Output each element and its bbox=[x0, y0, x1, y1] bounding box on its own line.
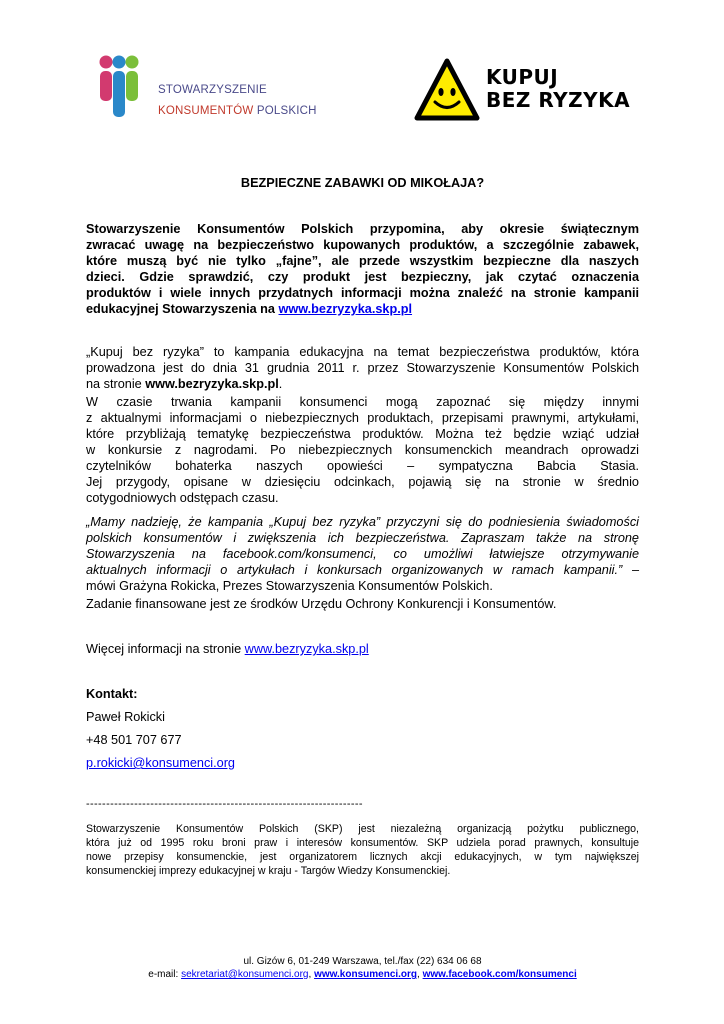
contact-name: Paweł Rokicki bbox=[86, 710, 165, 724]
about-paragraph bbox=[86, 822, 639, 878]
competition-line: W czasie trwania kampanii konsumenci mogą zapoznać się między innymi bbox=[86, 395, 639, 409]
kbr-logo-line1: KUPUJ bbox=[486, 65, 559, 89]
footer-contacts bbox=[86, 968, 639, 981]
quote-line: polskich konsumentów i zwiększenia ich bezpieczeństwa. Zapraszam także na stronę bbox=[86, 531, 639, 545]
skp-people-icon bbox=[96, 55, 156, 127]
footer-sep-2: , bbox=[417, 969, 423, 980]
contact-email-wrap bbox=[86, 755, 639, 771]
quote-line-4 bbox=[86, 562, 639, 578]
about-line: Stowarzyszenie Konsumentów Polskich (SKP) jest niezależną organizacją pożytku publicznego, bbox=[86, 823, 639, 835]
campaign-last-end: . bbox=[278, 377, 283, 391]
campaign-line: prowadzona jest do dnia 31 grudnia 2011 r. przez Stowarzyszenie Konsumentów Polskich bbox=[86, 361, 639, 375]
competition-paragraph bbox=[86, 394, 639, 506]
competition-last: cotygodniowych odstępach czasu. bbox=[86, 491, 279, 505]
footer-address: ul. Gizów 6, 01-249 Warszawa, tel./fax (22) 634 06 68 bbox=[243, 956, 482, 967]
lead-line: produktów i wiele innych przydatnych informacji można znaleźć na stronie kampanii bbox=[86, 286, 639, 300]
funding-note: Zadanie finansowane jest ze środków Urzędu Ochrony Konkurencji i Konsumentów. bbox=[86, 597, 557, 611]
competition-line: Jej przygody, opisane w dziesięciu odcinkach, pojawią się na stronie w średnio bbox=[86, 475, 639, 489]
more-info-link[interactable]: www.bezryzyka.skp.pl bbox=[244, 642, 369, 656]
competition-line: z aktualnymi informacjami o niebezpiecznych produktach, przepisami prawnymi, artykułami, bbox=[86, 411, 639, 425]
lead-paragraph bbox=[86, 221, 639, 317]
skp-logo-line2b: POLSKICH bbox=[253, 105, 317, 117]
more-info-text: Więcej informacji na stronie bbox=[86, 642, 245, 656]
footer-facebook-link[interactable]: www.facebook.com/konsumenci bbox=[422, 969, 577, 980]
skp-logo-line2a: KONSUMENTÓW bbox=[158, 105, 254, 117]
quote-attribution: mówi Grażyna Rokicka, Prezes Stowarzyszenia Konsumentów Polskich. bbox=[86, 579, 493, 593]
quote-line-4-end: – bbox=[622, 563, 639, 577]
campaign-last-text: na stronie bbox=[86, 377, 146, 391]
about-line: która już od 1995 roku broni praw i interesów konsumentów. SKP udziela porad prawnych, konsultuje bbox=[86, 837, 639, 849]
contact-email-link[interactable]: p.rokicki@konsumenci.org bbox=[86, 756, 235, 770]
kupuj-bez-ryzyka-logo bbox=[414, 58, 634, 122]
quote-line: Stowarzyszenia na facebook.com/konsumenci, co umożliwi łatwiejsze otrzymywanie bbox=[86, 547, 639, 561]
footer-email-label: e-mail: bbox=[148, 969, 182, 980]
campaign-paragraph bbox=[86, 344, 639, 392]
about-last: konsumenckiej imprezy edukacyjnej w kraju - Targów Wiedzy Konsumenckiej. bbox=[86, 865, 451, 877]
contact-heading: Kontakt: bbox=[86, 687, 138, 701]
campaign-line: „Kupuj bez ryzyka” to kampania edukacyjna na temat bezpieczeństwa produktów, która bbox=[86, 345, 639, 359]
skp-logo bbox=[96, 55, 326, 127]
separator: --------------------------------------------------------------------- bbox=[86, 798, 363, 810]
contact-phone: +48 501 707 677 bbox=[86, 733, 182, 747]
quote-paragraph bbox=[86, 514, 639, 594]
quote-line: „Mamy nadzieję, że kampania „Kupuj bez ryzyka” przyczyni się do podniesienia świadomości bbox=[86, 515, 639, 529]
footer-site-link[interactable]: www.konsumenci.org bbox=[314, 969, 418, 980]
lead-line: zwracać uwagę na bezpieczeństwo kupowanych produktów, a szczególnie zabawek, bbox=[86, 238, 639, 252]
footer-sep-1: , bbox=[308, 969, 315, 980]
competition-line: czytelników bohaterka naszych opowieści – sympatyczna Babcia Stasia. bbox=[86, 459, 639, 473]
warning-smiley-icon bbox=[414, 58, 480, 122]
campaign-site-bold: www.bezryzyka.skp.pl bbox=[145, 377, 279, 391]
competition-line: które przybliżają tematykę bezpieczeństwa produktów. Można też będzie wziąć udział bbox=[86, 427, 639, 441]
about-line: nowe przepisy konsumenckie, jest organizatorem licznych akcji edukacyjnych, w tym największej bbox=[86, 851, 639, 863]
page-title: BEZPIECZNE ZABAWKI OD MIKOŁAJA? bbox=[240, 176, 485, 190]
lead-line: dzieci. Gdzie sprawdzić, czy produkt jest bezpieczny, jak czytać oznaczenia bbox=[86, 270, 639, 284]
lead-last-text: edukacyjnej Stowarzyszenia na bbox=[86, 302, 279, 316]
kbr-logo-line2: BEZ RYZYKA bbox=[486, 88, 631, 112]
skp-logo-line1: STOWARZYSZENIE bbox=[158, 84, 267, 96]
lead-line: Stowarzyszenie Konsumentów Polskich przypomina, aby okresie świątecznym bbox=[86, 222, 639, 236]
competition-line: w konkursie z nagrodami. Po niebezpiecznych konsumenckich meandrach oprowadzi bbox=[86, 443, 639, 457]
footer-email-link[interactable]: sekretariat@konsumenci.org bbox=[181, 969, 309, 980]
skp-logo-line2 bbox=[158, 105, 317, 117]
more-info bbox=[86, 641, 639, 657]
lead-line: które muszą być nie tylko „fajne”, ale przede wszystkim bezpieczne dla naszych bbox=[86, 254, 639, 268]
campaign-link[interactable]: www.bezryzyka.skp.pl bbox=[278, 302, 413, 316]
quote-line-4-italic: aktualnych informacji o artykułach i konkursach organizowanych w ramach kampanii.” bbox=[86, 563, 623, 577]
